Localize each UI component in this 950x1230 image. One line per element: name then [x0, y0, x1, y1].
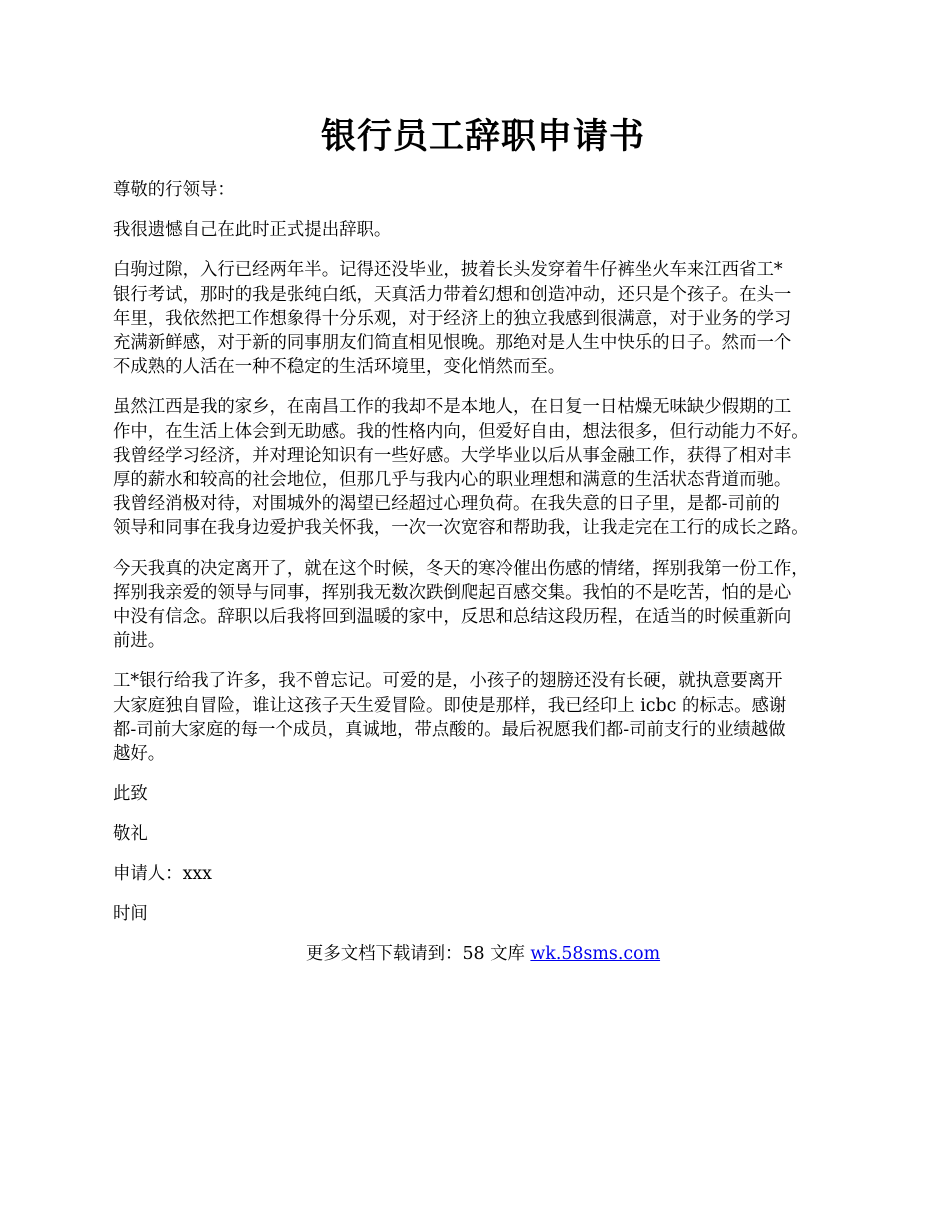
footer	[113, 942, 853, 966]
paragraph-line: 年里，我依然把工作想象得十分乐观，对于经济上的独立我感到很满意，对于业务的学习	[113, 308, 792, 329]
applicant-line: 申请人：xxx	[113, 864, 212, 885]
paragraph-line: 银行考试，那时的我是张纯白纸，天真活力带着幻想和创造冲动，还只是个孩子。在头一	[113, 284, 792, 305]
paragraph-line: 厚的薪水和较高的社会地位，但那几乎与我内心的职业理想和满意的生活状态背道而驰。	[113, 470, 792, 491]
paragraph-line: 工*银行给我了许多，我不曾忘记。可爱的是，小孩子的翅膀还没有长硬，就执意要离开	[113, 671, 783, 692]
body-paragraph	[113, 258, 853, 379]
paragraph-line: 白驹过隙，入行已经两年半。记得还没毕业，披着长头发穿着牛仔裤坐火车来江西省工*	[113, 260, 783, 281]
footer-link[interactable]: wk.58sms.com	[530, 944, 661, 965]
body-paragraph	[113, 395, 853, 540]
paragraph-line: 大家庭独自冒险，谁让这孩子天生爱冒险。即使是那样，我已经印上 icbc 的标志。感谢	[113, 695, 787, 716]
paragraph-line: 都-司前大家庭的每一个成员，真诚地，带点酸的。最后祝愿我们都-司前支行的业绩越做	[113, 719, 786, 740]
paragraph-line: 越好。	[113, 744, 166, 765]
body-paragraph	[113, 669, 853, 766]
closing-salute: 敬礼	[113, 824, 148, 845]
footer-prefix: 更多文档下载请到：58 文库	[305, 944, 531, 965]
paragraph-line: 我很遗憾自己在此时正式提出辞职。	[113, 220, 392, 241]
paragraph-line: 我曾经消极对待，对围城外的渴望已经超过心理负荷。在我失意的日子里，是都-司前的	[113, 494, 780, 515]
paragraph-line: 我曾经学习经济，并对理论知识有一些好感。大学毕业以后从事金融工作，获得了相对丰	[113, 445, 792, 466]
paragraph-line: 挥别我亲爱的领导与同事，挥别我无数次跌倒爬起百感交集。我怕的不是吃苦，怕的是心	[113, 582, 792, 603]
paragraph-line: 今天我真的决定离开了，就在这个时候，冬天的寒冷催出伤感的情绪，挥别我第一份工作，	[113, 558, 809, 579]
date-line: 时间	[113, 904, 148, 925]
body-paragraph	[113, 557, 853, 654]
paragraph-line: 领导和同事在我身边爱护我关怀我，一次一次宽容和帮助我，让我走完在工行的成长之路。	[113, 518, 809, 539]
document-page	[113, 112, 853, 966]
paragraph-line: 中没有信念。辞职以后我将回到温暖的家中，反思和总结这段历程，在适当的时候重新向	[113, 607, 792, 628]
document-title: 银行员工辞职申请书	[320, 116, 645, 157]
paragraph-line: 作中，在生活上体会到无助感。我的性格内向，但爱好自由，想法很多，但行动能力不好。	[113, 421, 809, 442]
salutation: 尊敬的行领导：	[113, 180, 235, 200]
paragraph-line: 虽然江西是我的家乡，在南昌工作的我却不是本地人，在日复一日枯燥无味缺少假期的工	[113, 397, 792, 418]
body-paragraphs	[113, 218, 853, 766]
body-paragraph	[113, 218, 853, 242]
paragraph-line: 充满新鲜感，对于新的同事朋友们简直相见恨晚。那绝对是人生中快乐的日子。然而一个	[113, 333, 792, 354]
paragraph-line: 不成熟的人活在一种不稳定的生活环境里，变化悄然而至。	[113, 357, 566, 378]
closing-greeting: 此致	[113, 784, 148, 805]
paragraph-line: 前进。	[113, 631, 166, 652]
